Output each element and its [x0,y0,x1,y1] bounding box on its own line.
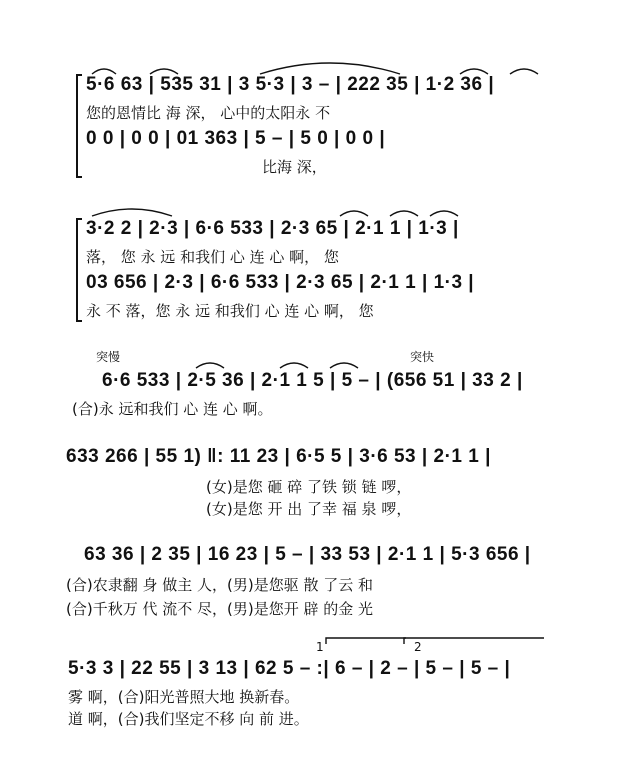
melody-notes: 3·2 2 | 2·3 | 6·6 533 | 2·3 65 | 2·1 1 | 1·3 | [86,218,459,239]
slur-mark [92,209,172,216]
melody-notes: 5·3 3 | 22 55 | 3 13 | 62 5 – :| 6 – | 2 – | 5 – | 5 – | [68,658,511,679]
lyric-line: (女)是您 开 出 了幸 福 泉 啰， [206,500,412,518]
tempo-mark-slow: 突慢 [96,350,121,364]
lyric-line: 比海 深， [262,158,327,176]
lyric-line: 永 不 落，您 永 远 和我们 心 连 心 啊， 您 [86,302,374,320]
slur-mark [390,211,418,216]
lyric-line: 您的恩情比 海 深， 心中的太阳永 不 [86,104,331,122]
harmony-notes: 0 0 | 0 0 | 01 363 | 5 – | 5 0 | 0 0 | [86,128,386,149]
melody-notes: 63 36 | 2 35 | 16 23 | 5 – | 33 53 | 2·1 1 | 5·3 656 | [84,544,531,565]
slur-mark [510,69,538,74]
volta-bracket-1 [326,638,406,644]
staff-bracket [76,74,82,178]
lyric-line: (合)永 远和我们 心 连 心 啊。 [72,400,273,418]
volta-bracket-2 [404,638,544,644]
lyric-line: 道 啊，(合)我们坚定不移 向 前 进。 [68,710,309,728]
melody-notes: 6·6 533 | 2·5 36 | 2·1 1 5 | 5 – | (656 51 | 33 2 | [102,370,523,391]
volta-2-label: 2 [414,640,422,654]
slur-mark [280,363,308,368]
lyric-line: (女)是您 砸 碎 了铁 锁 链 啰， [206,478,412,496]
slur-mark [196,363,224,368]
volta-1-label: 1 [316,640,324,654]
lyric-line: 雾 啊，(合)阳光普照大地 换新春。 [68,688,300,706]
harmony-notes: 03 656 | 2·3 | 6·6 533 | 2·3 65 | 2·1 1 | 1·3 | [86,272,475,293]
melody-notes: 633 266 | 55 1) ‖: 11 23 | 6·5 5 | 3·6 53 | 2·1 1 | [66,446,491,467]
slur-mark [330,363,358,368]
slur-mark [260,63,400,74]
tempo-mark-fast: 突快 [410,350,435,364]
slur-mark [340,211,368,216]
staff-bracket [76,218,82,322]
melody-notes: 5·6 63 | 535 31 | 3 5·3 | 3 – | 222 35 | 1·2 36 | [86,74,495,95]
lyric-line: 落， 您 永 远 和我们 心 连 心 啊， 您 [86,248,339,266]
lyric-line: (合)农隶翻 身 做主 人，(男)是您驱 散 了云 和 [66,576,374,594]
lyric-line: (合)千秋万 代 流不 尽，(男)是您开 辟 的金 光 [66,600,374,618]
slur-mark [430,211,458,216]
